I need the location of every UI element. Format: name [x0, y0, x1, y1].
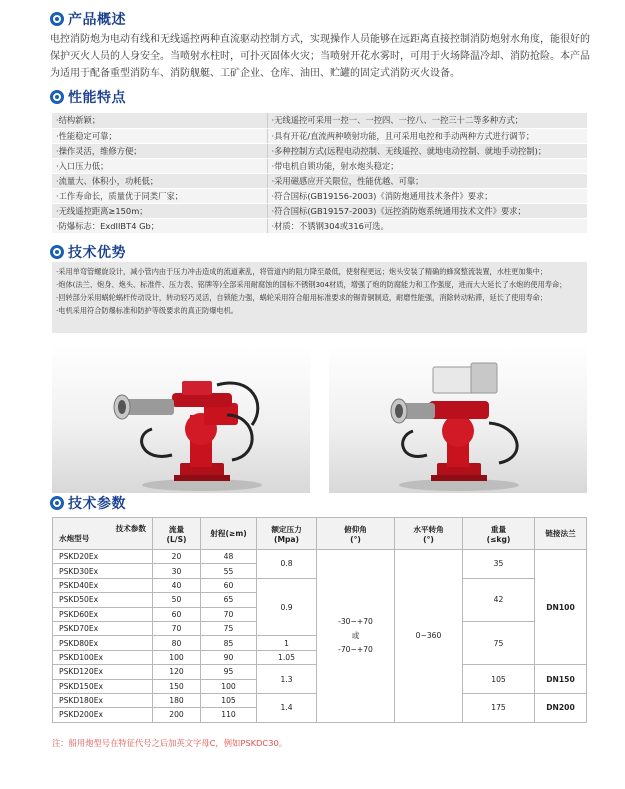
weight-cell: 35 [463, 550, 535, 579]
section-heading-overview [50, 9, 126, 29]
model-cell: PSKD120Ex [53, 665, 153, 679]
column-header-flange: 链接法兰 [535, 518, 587, 550]
overview-text: 电控消防炮为电动有线和无线遥控两种直流驱动控制方式，实现操作人员能够在远距离直接控制消防炮射水角度，能很好的保护灭火人员的人身安全。当喷射水柱时，可扑灭固体火灾；当喷射开花水雾时，可用于火场降温冷却、消防抢险。本产品为适用于配备重型消防车、消防舰艇、工矿企业、仓库、油田、贮罐的固定式消防灭火设备。 [50, 34, 590, 79]
flow-cell: 40 [153, 578, 201, 592]
model-cell: PSKD150Ex [53, 679, 153, 693]
table-row [53, 550, 587, 564]
feature-cell: ·采用磁感应开关限位，性能优越、可靠； [267, 173, 587, 188]
flow-cell: 200 [153, 708, 201, 722]
feature-cell: ·符合国标(GB19156-2003)《消防炮通用技术条件》要求； [267, 188, 587, 203]
model-cell: PSKD40Ex [53, 578, 153, 592]
feature-cell: ·性能稳定可靠； [52, 128, 267, 143]
column-header-flow: 流量 (L/S) [153, 518, 201, 550]
table-row [52, 143, 587, 158]
weight-cell: 175 [463, 693, 535, 722]
product-photos [52, 345, 587, 493]
pressure-cell: 1.3 [257, 665, 317, 694]
flow-cell: 50 [153, 593, 201, 607]
column-header-rotation: 水平转角 (°) [395, 518, 463, 550]
table-header-row [53, 518, 587, 550]
section-heading-features [50, 87, 126, 107]
table-row [52, 203, 587, 218]
range-cell: 65 [201, 593, 257, 607]
table-row [52, 218, 587, 233]
advantage-line: ·电机采用符合防爆标准和防护等级要求的真正防爆电机。 [56, 306, 238, 315]
feature-cell: ·无线遥控距离≥150m； [52, 203, 267, 218]
table-row [52, 158, 587, 173]
params-table [52, 517, 587, 723]
range-cell: 70 [201, 607, 257, 621]
feature-cell: ·带电机自锁功能，射水炮头稳定； [267, 158, 587, 173]
advantages-box [52, 262, 587, 333]
pressure-cell: 1.05 [257, 650, 317, 664]
pressure-cell: 1 [257, 636, 317, 650]
range-cell: 85 [201, 636, 257, 650]
features-table [52, 113, 587, 234]
flow-cell: 20 [153, 550, 201, 564]
model-cell: PSKD60Ex [53, 607, 153, 621]
model-cell: PSKD80Ex [53, 636, 153, 650]
range-cell: 90 [201, 650, 257, 664]
product-photo-left [52, 345, 310, 493]
column-header-pitch: 俯仰角 (°) [317, 518, 395, 550]
weight-cell: 42 [463, 578, 535, 621]
flow-cell: 120 [153, 665, 201, 679]
column-header-pressure: 额定压力 (Mpa) [257, 518, 317, 550]
flange-cell: DN150 [535, 665, 587, 694]
model-cell: PSKD180Ex [53, 693, 153, 707]
model-cell: PSKD200Ex [53, 708, 153, 722]
advantage-line: ·炮体(法兰、炮身、炮头、标准件、压力表、铭牌等)全部采用耐腐蚀的国标不锈钢304材质，增强了炮的防腐能力和工作强度，进而大大延长了水炮的使用寿命； [56, 280, 567, 289]
flow-cell: 80 [153, 636, 201, 650]
advantage-line: ·采用单弯管螺旋设计，减小管内由于压力冲击造成的流道紊乱，将管道内的阻力降至最低，使射程更远；炮头安装了精确的蜂窝整流装置，水柱更加集中； [56, 267, 548, 276]
circle-bullet-icon [50, 12, 64, 26]
rotation-cell: 0~360 [395, 550, 463, 723]
advantage-line: ·回转部分采用蜗轮蜗杆传动设计，转动轻巧灵活，自锁能力强，蜗轮采用符合船用标准要求的锡青铜制造，耐磨性能强，消除转动粘滞，延长了使用寿命； [56, 293, 548, 302]
flow-cell: 180 [153, 693, 201, 707]
header-label-model: 水炮型号 [59, 534, 90, 543]
flow-cell: 70 [153, 621, 201, 635]
model-cell: PSKD100Ex [53, 650, 153, 664]
header-label-params: 技术参数 [115, 524, 146, 533]
feature-cell: ·多种控制方式(远程电动控制、无线遥控、就地电动控制、就地手动控制)； [267, 143, 587, 158]
feature-cell: ·符合国标(GB19157-2003)《远控消防炮系统通用技术文件》要求； [267, 203, 587, 218]
pitch-cell: -30~+70 或 -70~+70 [317, 550, 395, 723]
pressure-cell: 1.4 [257, 693, 317, 722]
section-title: 产品概述 [68, 12, 126, 28]
section-title: 性能特点 [68, 90, 126, 106]
pressure-cell: 0.9 [257, 578, 317, 636]
flange-cell: DN100 [535, 550, 587, 665]
feature-cell: ·入口压力低； [52, 158, 267, 173]
range-cell: 100 [201, 679, 257, 693]
section-heading-params [50, 493, 126, 513]
section-title: 技术参数 [68, 496, 126, 512]
weight-cell: 75 [463, 621, 535, 664]
footnote: 注：船用炮型号在特征代号之后加英文字母C，例如PSKDC30。 [52, 738, 288, 748]
range-cell: 60 [201, 578, 257, 592]
model-cell: PSKD70Ex [53, 621, 153, 635]
feature-cell: ·操作灵活，维修方便； [52, 143, 267, 158]
circle-bullet-icon [50, 496, 64, 510]
weight-cell: 105 [463, 665, 535, 694]
range-cell: 110 [201, 708, 257, 722]
feature-cell: ·防爆标志：ExdIIBT4 Gb； [52, 218, 267, 233]
pressure-cell: 0.8 [257, 550, 317, 579]
flow-cell: 100 [153, 650, 201, 664]
circle-bullet-icon [50, 90, 64, 104]
flow-cell: 150 [153, 679, 201, 693]
feature-cell: ·无线遥控可采用一控一、一控四、一控八、一控三十二等多种方式； [267, 113, 587, 128]
diagonal-header-cell [53, 518, 153, 550]
table-row [52, 113, 587, 128]
range-cell: 75 [201, 621, 257, 635]
table-row [52, 128, 587, 143]
flow-cell: 60 [153, 607, 201, 621]
table-row [52, 188, 587, 203]
flange-cell: DN200 [535, 693, 587, 722]
range-cell: 95 [201, 665, 257, 679]
flow-cell: 30 [153, 564, 201, 578]
feature-cell: ·材质：不锈钢304或316可选。 [267, 218, 587, 233]
feature-cell: ·工作寿命长，质量优于同类厂家； [52, 188, 267, 203]
column-header-range: 射程(≥m) [201, 518, 257, 550]
water-cannon-illustration [329, 345, 587, 493]
column-header-weight: 重量 (≤kg) [463, 518, 535, 550]
range-cell: 55 [201, 564, 257, 578]
range-cell: 48 [201, 550, 257, 564]
range-cell: 105 [201, 693, 257, 707]
product-photo-right [329, 345, 587, 493]
feature-cell: ·流量大、体积小，功耗低； [52, 173, 267, 188]
circle-bullet-icon [50, 245, 64, 259]
feature-cell: ·结构新颖； [52, 113, 267, 128]
section-title: 技术优势 [68, 245, 126, 261]
table-row [52, 173, 587, 188]
water-cannon-illustration [52, 345, 310, 493]
model-cell: PSKD20Ex [53, 550, 153, 564]
model-cell: PSKD50Ex [53, 593, 153, 607]
section-heading-advantages [50, 242, 126, 262]
feature-cell: ·具有开花/直流两种喷射功能，且可采用电控和手动两种方式进行调节； [267, 128, 587, 143]
model-cell: PSKD30Ex [53, 564, 153, 578]
